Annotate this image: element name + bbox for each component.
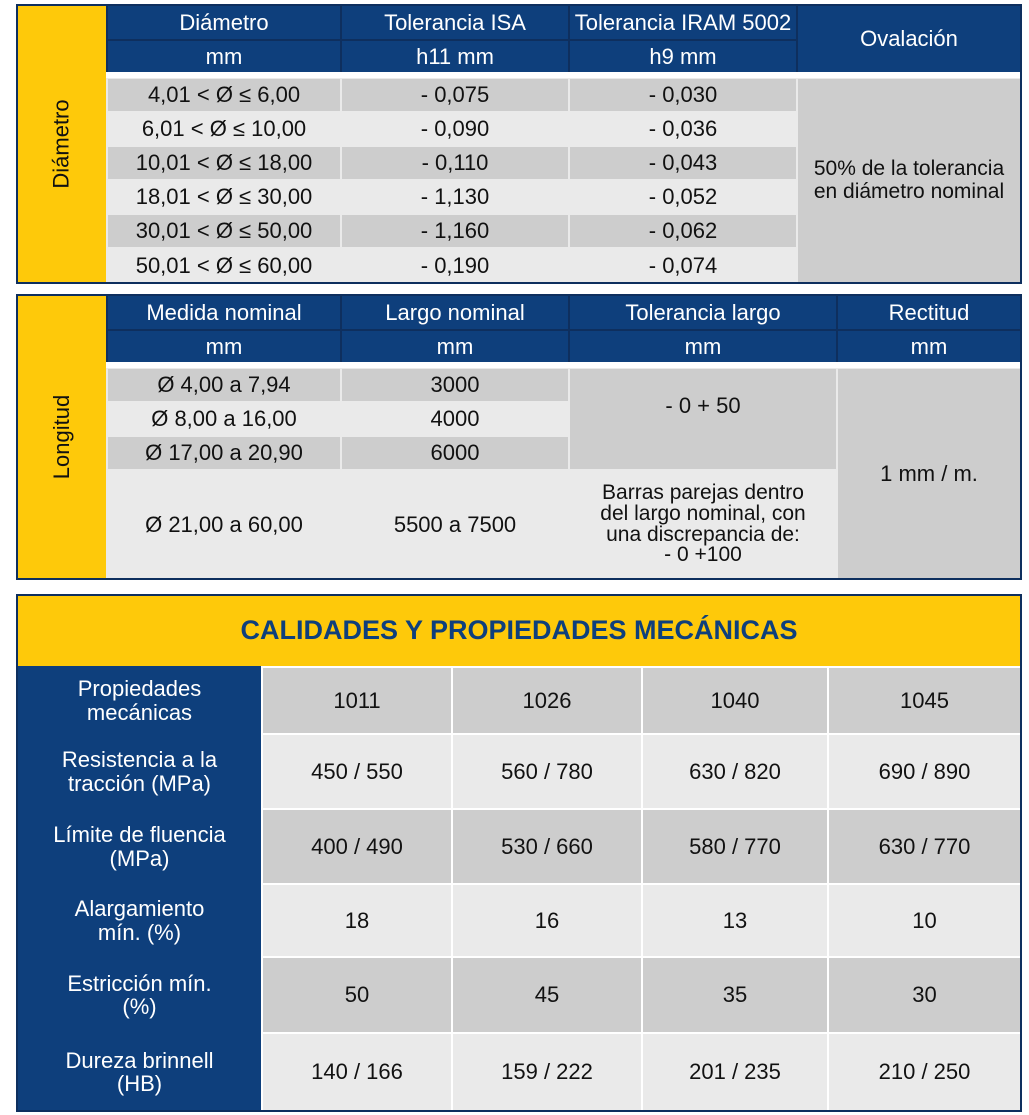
diameter-row: - 1,130 xyxy=(342,181,568,213)
property-value: 530 / 660 xyxy=(453,810,641,883)
property-value: 560 / 780 xyxy=(453,735,641,808)
diameter-row: 30,01 < Ø ≤ 50,00 xyxy=(108,215,340,247)
diameter-table xyxy=(16,4,1022,284)
length-header-medida: Medida nominal xyxy=(108,296,340,329)
diameter-row: - 0,190 xyxy=(342,249,568,282)
length-row: Ø 8,00 a 16,00 xyxy=(108,403,340,435)
rectitud-value: 1 mm / m. xyxy=(838,369,1020,578)
property-value: 159 / 222 xyxy=(453,1034,641,1110)
grades-header-label: Propiedades mecánicas xyxy=(18,668,261,733)
length-row: 6000 xyxy=(342,437,568,469)
diameter-side-label: Diámetro xyxy=(49,99,74,189)
property-label: Estricción mín. (%) xyxy=(18,958,261,1032)
property-label: Resistencia a la tracción (MPa) xyxy=(18,735,261,808)
length-row: Ø 17,00 a 20,90 xyxy=(108,437,340,469)
grade-header: 1045 xyxy=(829,668,1020,733)
diameter-row: - 0,062 xyxy=(570,215,796,247)
property-value: 50 xyxy=(263,958,451,1032)
property-value: 450 / 550 xyxy=(263,735,451,808)
diameter-row: - 0,043 xyxy=(570,147,796,179)
length-header-rectitud: Rectitud xyxy=(838,296,1020,329)
length-row: 3000 xyxy=(342,369,568,401)
property-value: 45 xyxy=(453,958,641,1032)
length-unit-largo: mm xyxy=(342,331,568,362)
grade-header: 1026 xyxy=(453,668,641,733)
diameter-unit-isa: h11 mm xyxy=(342,41,568,72)
property-value: 580 / 770 xyxy=(643,810,827,883)
diameter-side-band xyxy=(18,6,106,282)
diameter-row: - 0,075 xyxy=(342,79,568,111)
property-value: 630 / 770 xyxy=(829,810,1020,883)
ovalacion-value: 50% de la tolerancia en diámetro nominal xyxy=(798,79,1020,282)
property-value: 35 xyxy=(643,958,827,1032)
diameter-header-ovalacion: Ovalación xyxy=(798,6,1020,72)
diameter-unit-diametro: mm xyxy=(108,41,340,72)
length-row: Ø 21,00 a 60,00 xyxy=(108,471,340,578)
property-value: 210 / 250 xyxy=(829,1034,1020,1110)
diameter-row: 6,01 < Ø ≤ 10,00 xyxy=(108,113,340,145)
grade-header: 1011 xyxy=(263,668,451,733)
diameter-row: 10,01 < Ø ≤ 18,00 xyxy=(108,147,340,179)
diameter-row: - 0,030 xyxy=(570,79,796,111)
property-value: 16 xyxy=(453,885,641,956)
property-value: 400 / 490 xyxy=(263,810,451,883)
diameter-header-isa: Tolerancia ISA xyxy=(342,6,568,39)
diameter-row: 18,01 < Ø ≤ 30,00 xyxy=(108,181,340,213)
calidades-title: CALIDADES Y PROPIEDADES MECÁNICAS xyxy=(240,614,798,645)
property-value: 630 / 820 xyxy=(643,735,827,808)
diameter-row: - 0,090 xyxy=(342,113,568,145)
diameter-row: - 0,036 xyxy=(570,113,796,145)
length-table xyxy=(16,294,1022,580)
property-label: Alargamiento mín. (%) xyxy=(18,885,261,956)
length-header-largo: Largo nominal xyxy=(342,296,568,329)
length-header-tolerancia: Tolerancia largo xyxy=(570,296,836,329)
diameter-header-diametro: Diámetro xyxy=(108,6,340,39)
property-label: Dureza brinnell (HB) xyxy=(18,1034,261,1110)
length-side-label: Longitud xyxy=(48,394,74,480)
diameter-row: 50,01 < Ø ≤ 60,00 xyxy=(108,249,340,282)
length-row: 4000 xyxy=(342,403,568,435)
length-side-band xyxy=(18,296,106,578)
diameter-row: 4,01 < Ø ≤ 6,00 xyxy=(108,79,340,111)
calidades-table xyxy=(16,594,1022,1112)
diameter-row: - 1,160 xyxy=(342,215,568,247)
length-unit-rectitud: mm xyxy=(838,331,1020,362)
property-value: 18 xyxy=(263,885,451,956)
diameter-row: - 0,052 xyxy=(570,181,796,213)
diameter-header-iram: Tolerancia IRAM 5002 xyxy=(570,6,796,39)
length-unit-medida: mm xyxy=(108,331,340,362)
tolerancia-largo-note: Barras parejas dentro del largo nominal, con una discrepancia de: - 0 +100 xyxy=(570,471,836,578)
property-value: 690 / 890 xyxy=(829,735,1020,808)
diameter-row: - 0,110 xyxy=(342,147,568,179)
length-row: 5500 a 7500 xyxy=(342,471,568,578)
tolerancia-largo-value: - 0 + 50 xyxy=(570,369,836,469)
length-unit-tolerancia: mm xyxy=(570,331,836,362)
property-value: 140 / 166 xyxy=(263,1034,451,1110)
property-value: 201 / 235 xyxy=(643,1034,827,1110)
diameter-row: - 0,074 xyxy=(570,249,796,282)
property-value: 10 xyxy=(829,885,1020,956)
diameter-unit-iram: h9 mm xyxy=(570,41,796,72)
grade-header: 1040 xyxy=(643,668,827,733)
length-row: Ø 4,00 a 7,94 xyxy=(108,369,340,401)
property-value: 30 xyxy=(829,958,1020,1032)
property-label: Límite de fluencia (MPa) xyxy=(18,810,261,883)
property-value: 13 xyxy=(643,885,827,956)
